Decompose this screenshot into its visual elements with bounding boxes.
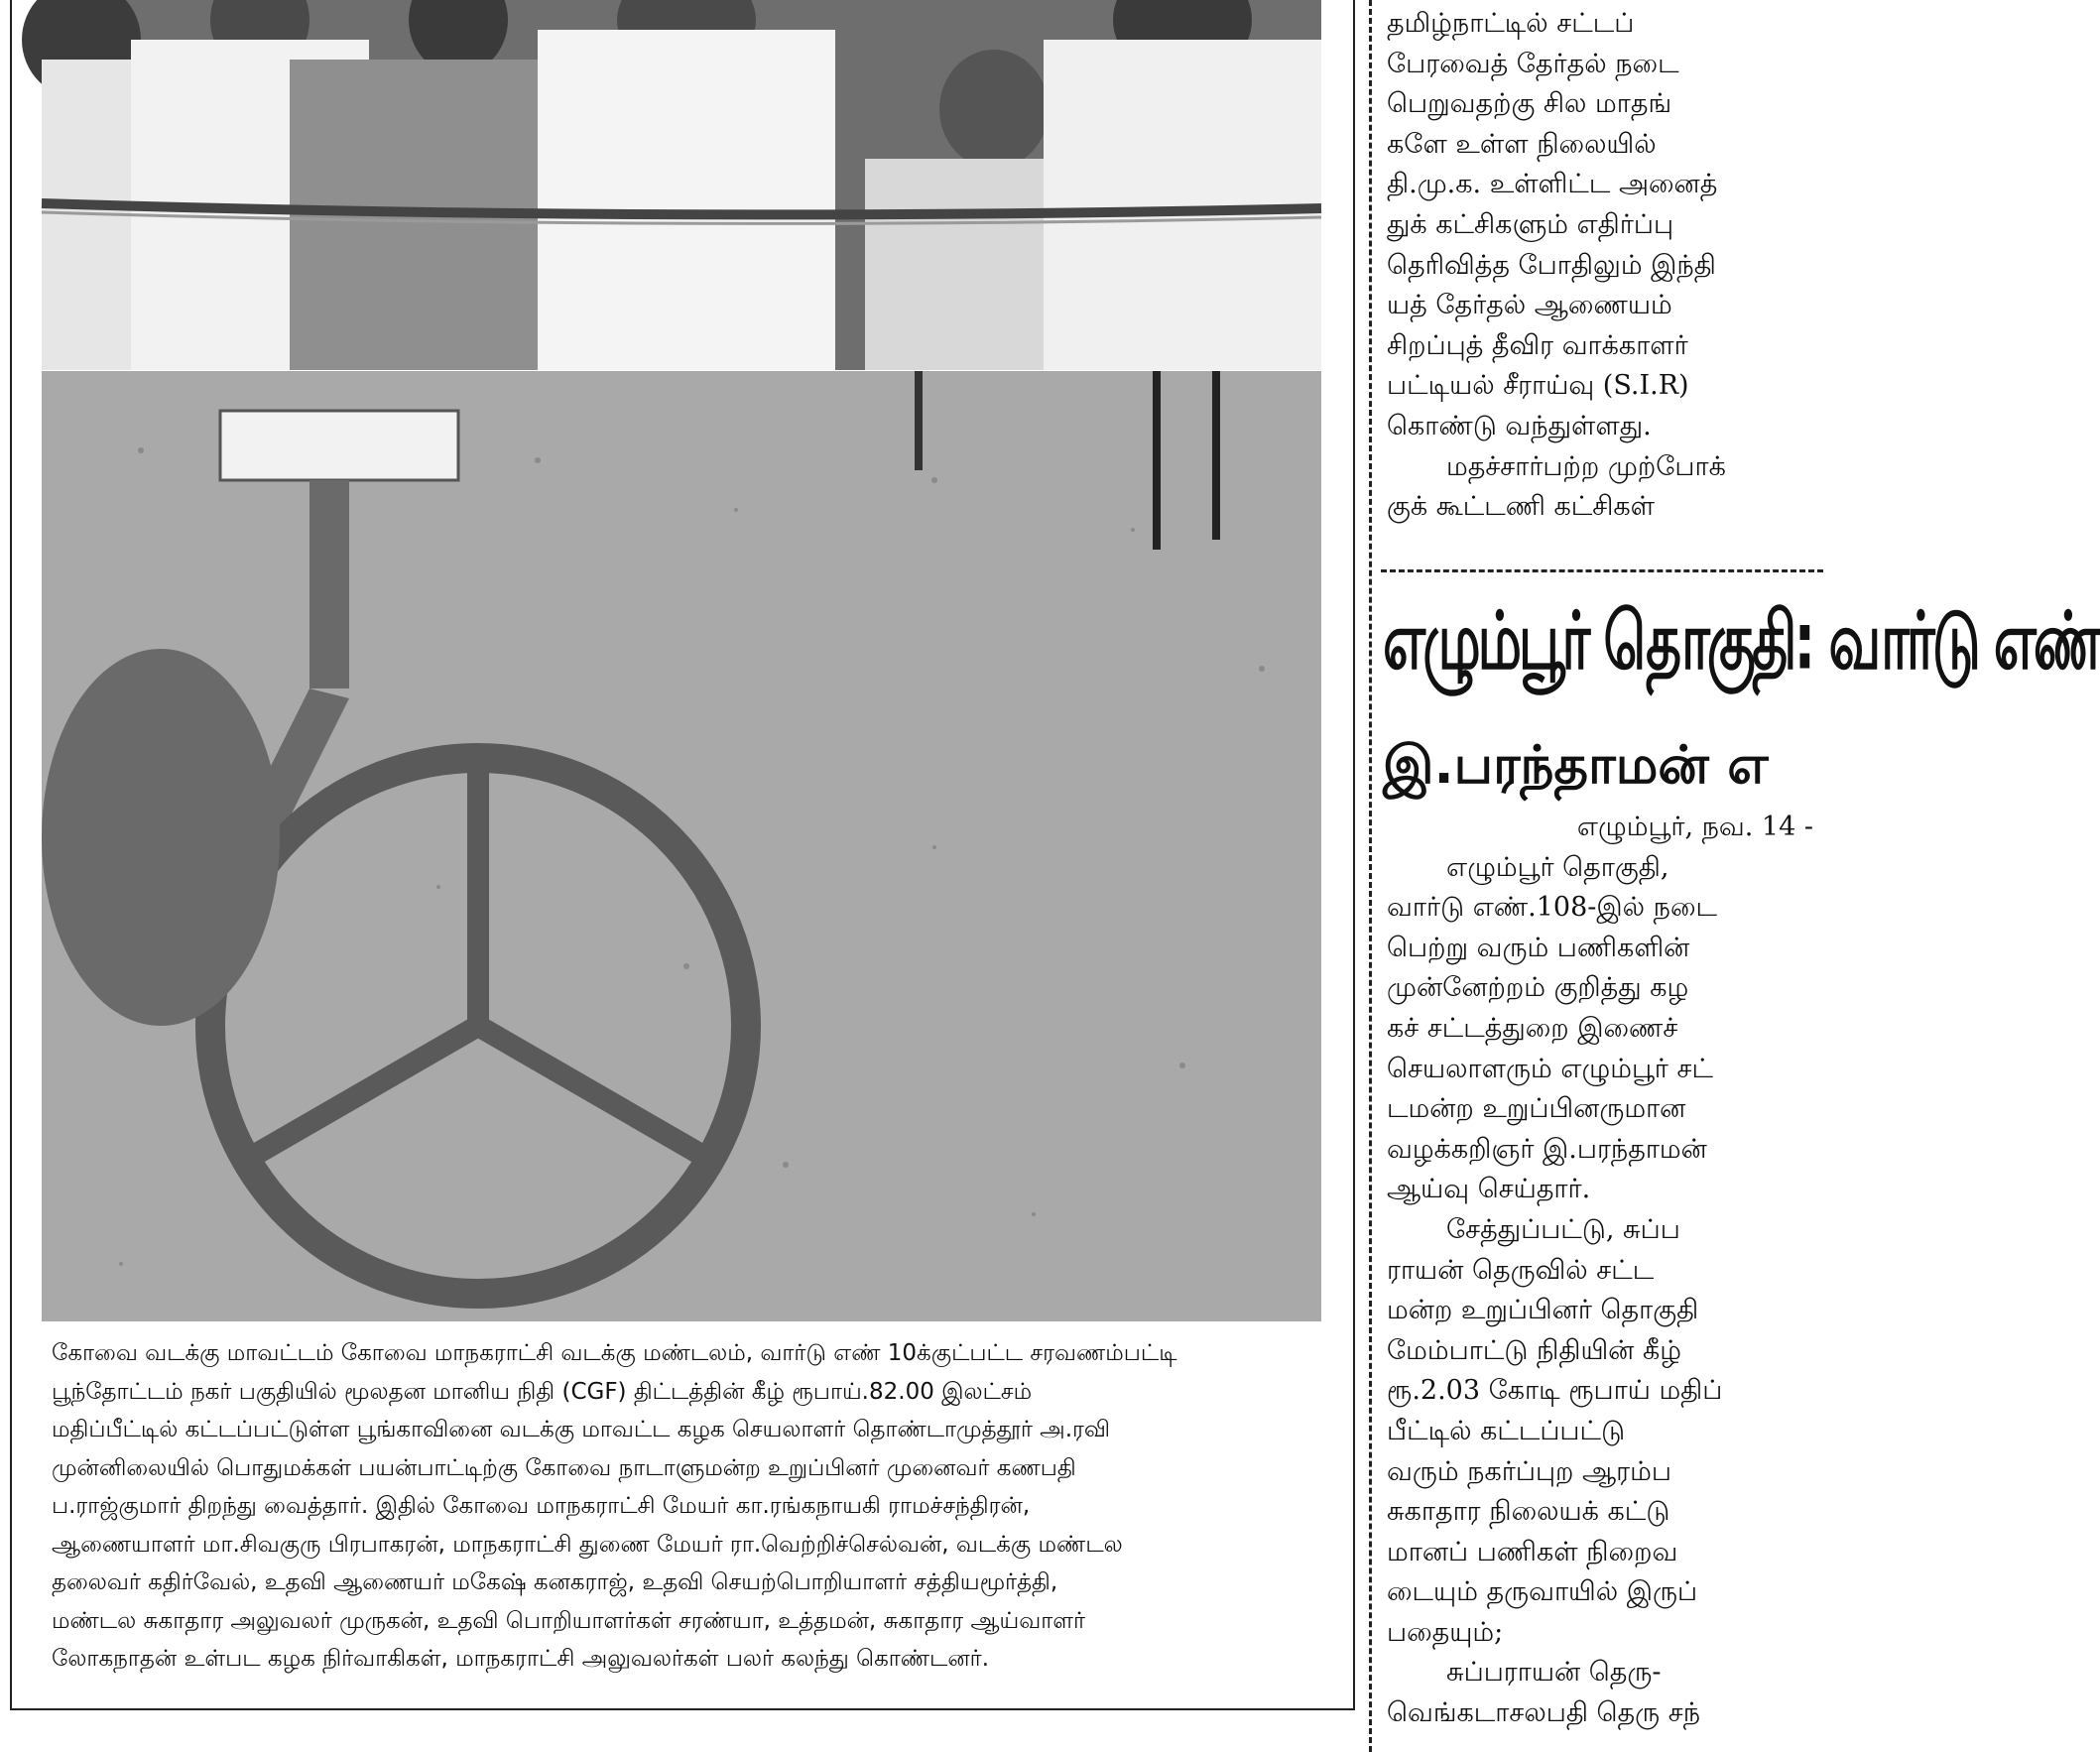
park-equipment-photo <box>42 371 1321 1321</box>
column-divider <box>1369 0 1372 1752</box>
article-line: தெரிவித்த போதிலும் இந்தி <box>1387 249 1716 281</box>
photo-caption <box>52 1334 1319 1679</box>
caption-line: மண்டல சுகாதார அலுவலர் முருகன், உதவி பொறியாளர்கள் சரண்யா, உத்தமன், சுகாதார ஆய்வாளர் <box>52 1607 1086 1634</box>
headline-line-1: எழும்பூர் தொகுதி: வார்டு எண் <box>1383 594 2100 688</box>
caption-line: பூந்தோட்டம் நகர் பகுதியில் மூலதன மானிய நிதி (CGF) திட்டத்தின் கீழ் ரூபாய்.82.00 இலட்சம் <box>52 1378 1033 1405</box>
article-line: எழும்பூர் தொகுதி, <box>1446 851 1669 883</box>
article-line: சுகாதார நிலையக் கட்டு <box>1387 1496 1670 1528</box>
article-line: டையும் தருவாயில் இருப் <box>1387 1576 1698 1608</box>
dateline: எழும்பூர், நவ. 14 - <box>1576 812 1813 842</box>
article-line: தி.மு.க. உள்ளிட்ட அனைத் <box>1387 169 1718 200</box>
caption-line: தலைவர் கதிர்வேல், உதவி ஆணையர் மகேஷ் கனகராஜ், உதவி செயற்பொறியாளர் சத்தியமூர்த்தி, <box>52 1569 1058 1595</box>
article-line: வார்டு எண்.108-இல் நடை <box>1387 892 1718 924</box>
article-line: கச் சட்டத்துறை இணைச் <box>1387 1012 1678 1044</box>
article-divider <box>1381 569 1823 572</box>
article-line: குக் கூட்டணி கட்சிகள் <box>1387 491 1656 523</box>
caption-line: மதிப்பீட்டில் கட்டப்பட்டுள்ள பூங்காவினை வடக்கு மாவட்ட கழக செயலாளர் தொண்டாமுத்தூர் அ.ரவி <box>52 1417 1111 1442</box>
article-line: வெங்கடாசலபதி தெரு சந் <box>1387 1697 1701 1729</box>
article-line: தமிழ்நாட்டில் சட்டப் <box>1387 8 1635 39</box>
article-line: ரூ.2.03 கோடி ரூபாய் மதிப் <box>1387 1375 1723 1407</box>
article-line: பேரவைத் தேர்தல் நடை <box>1387 48 1679 79</box>
article-line: டமன்ற உறுப்பினருமான <box>1387 1093 1686 1125</box>
article-line: மேம்பாட்டு நிதியின் கீழ் <box>1387 1334 1681 1366</box>
article-line: பீட்டில் கட்டப்பட்டு <box>1387 1415 1626 1446</box>
article-line: மதச்சார்பற்ற முற்போக் <box>1446 450 1726 482</box>
article-line: யத் தேர்தல் ஆணையம் <box>1387 290 1672 321</box>
article-line: கொண்டு வந்துள்ளது. <box>1387 410 1652 441</box>
article-line: செயலாளரும் எழும்பூர் சட் <box>1387 1053 1713 1084</box>
ceremony-photo-art <box>42 0 1321 370</box>
caption-line: கோவை வடக்கு மாவட்டம் கோவை மாநகராட்சி வடக்கு மண்டலம், வார்டு எண் 10க்குட்பட்ட சரவணம்பட்டி <box>52 1340 1177 1366</box>
article-line: பெறுவதற்கு சில மாதங் <box>1387 88 1672 120</box>
article-line: ஆய்வு செய்தார். <box>1387 1174 1591 1205</box>
caption-line: ப.ராஜ்குமார் திறந்து வைத்தார். இதில் கோவை மாநகராட்சி மேயர் கா.ரங்கநாயகி ராமச்சந்திரன், <box>52 1493 1031 1519</box>
caption-line: முன்னிலையில் பொதுமக்கள் பயன்பாட்டிற்கு கோவை நாடாளுமன்ற உறுப்பினர் முனைவர் கணபதி <box>52 1454 1076 1481</box>
article-line: மன்ற உறுப்பினர் தொகுதி <box>1387 1295 1699 1326</box>
article-line: வரும் நகர்ப்புற ஆரம்ப <box>1387 1455 1671 1487</box>
article-line: துக் கட்சிகளும் எதிர்ப்பு <box>1387 208 1674 240</box>
caption-line: ஆணையாளர் மா.சிவகுரு பிரபாகரன், மாநகராட்சி துணை மேயர் ரா.வெற்றிச்செல்வன், வடக்கு மண்டல <box>52 1531 1123 1558</box>
article-line: பெற்று வரும் பணிகளின் <box>1387 932 1690 963</box>
article-line: பட்டியல் சீராய்வு (S.I.R) <box>1387 370 1689 402</box>
ceremony-photo <box>42 0 1321 370</box>
article-line: பதையும்; <box>1387 1616 1504 1648</box>
article-line: ராயன் தெருவில் சட்ட <box>1387 1254 1655 1286</box>
article-line: சேத்துப்பட்டு, சுப்ப <box>1446 1213 1680 1245</box>
article-line: சிறப்புத் தீவிர வாக்காளர் <box>1387 329 1688 361</box>
caption-line: லோகநாதன் உள்பட கழக நிர்வாகிகள், மாநகராட்சி அலுவலர்கள் பலர் கலந்து கொண்டனர். <box>52 1646 989 1672</box>
article-line: வழக்கறிஞர் இ.பரந்தாமன் <box>1387 1133 1707 1165</box>
article-line: முன்னேற்றம் குறித்து கழ <box>1387 972 1689 1004</box>
right-column-body <box>1387 808 1813 1734</box>
article-line: சுப்பராயன் தெரு- <box>1446 1657 1662 1689</box>
park-equipment-art <box>42 371 1321 1321</box>
headline-line-2: இ.பரந்தாமன் எ <box>1383 735 1769 796</box>
article-line: களே உள்ள நிலையில் <box>1387 128 1657 160</box>
right-column-top-article <box>1387 4 1813 528</box>
article-line: மானப் பணிகள் நிறைவ <box>1387 1536 1678 1567</box>
